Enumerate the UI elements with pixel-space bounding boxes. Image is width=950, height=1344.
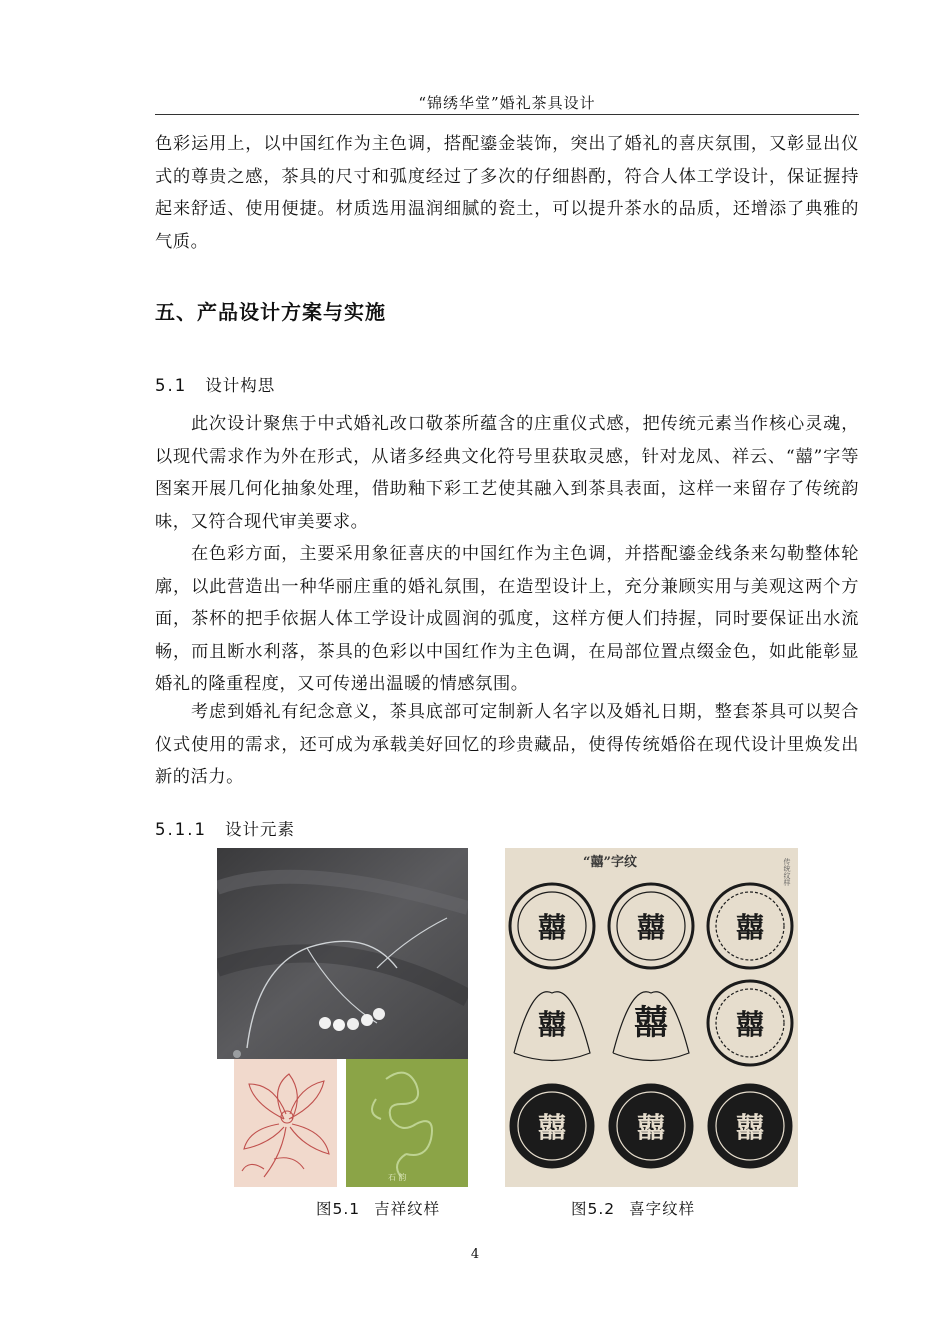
subsection-title: 设计构思 (205, 376, 276, 395)
figure-number: 图5.2 (571, 1200, 616, 1218)
subsubsection-number: 5.1.1 (155, 820, 207, 839)
page-number: 4 (470, 1247, 480, 1262)
figure-number: 图5.1 (316, 1200, 361, 1218)
figure-title: 喜字纹样 (629, 1200, 696, 1218)
double-happiness-glyph: 囍 (735, 911, 765, 944)
double-happiness-glyph: 囍 (636, 1111, 666, 1144)
double-happiness-glyph: 囍 (636, 911, 666, 944)
pattern-heading: “囍”字纹 (583, 855, 637, 870)
double-happiness-glyph: 囍 (735, 1111, 765, 1144)
green-cloud-pattern (346, 1059, 468, 1187)
double-happiness-glyph: 囍 (537, 911, 567, 944)
double-happiness-pattern-chart (505, 848, 798, 1187)
double-happiness-glyph: 囍 (537, 1111, 567, 1144)
double-happiness-medallion (510, 1084, 594, 1168)
figure-caption-5-1 (316, 1197, 440, 1219)
body-paragraph: 在色彩方面，主要采用象征喜庆的中国红作为主色调，并搭配鎏金线条来勾勒整体轮廓，以此营造出一种华丽庄重的婚礼氛围，在造型设计上，充分兼顾实用与美观这两个方面，茶杯的把手依据人体工学设计成圆润的弧度，这样方便人们持握，同时要保证出水流畅，而且断水利落，茶具的色彩以中国红作为主色调，在局部位置点缀金色，如此能彰显婚礼的隆重程度，又可传递出温暖的情感氛围。 (155, 544, 859, 694)
subsubsection-title: 设计元素 (224, 820, 295, 839)
figure-caption-5-2 (571, 1197, 695, 1219)
double-happiness-glyph: 囍 (735, 1008, 765, 1041)
body-paragraph: 此次设计聚焦于中式婚礼改口敬茶所蕴含的庄重仪式感，把传统元素当作核心灵魂，以现代需求作为外在形式，从诸多经典文化符号里获取灵感，针对龙凤、祥云、“囍”字等图案开展几何化抽象处理，借助釉下彩工艺使其融入到茶具表面，这样一来留存了传统韵味，又符合现代审美要求。 (155, 414, 859, 532)
double-happiness-glyph: 囍 (537, 1008, 567, 1041)
necklace-photo (217, 848, 468, 1059)
double-happiness-medallion (708, 1084, 792, 1168)
double-happiness-glyph: 囍 (634, 1003, 668, 1043)
figure-title: 吉祥纹样 (374, 1200, 441, 1218)
pattern-side-note: 传统纹样 (783, 858, 791, 886)
running-header: “锦绣华堂”婚礼茶具设计 (418, 94, 596, 112)
section-heading: 五、产品设计方案与实施 (155, 300, 386, 324)
subsection-heading (155, 372, 275, 396)
header-rule (155, 114, 859, 115)
intro-paragraph: 色彩运用上，以中国红作为主色调，搭配鎏金装饰，突出了婚礼的喜庆氛围，又彰显出仪式的尊贵之感，茶具的尺寸和弧度经过了多次的仔细斟酌，符合人体工学设计，保证握持起来舒适、使用便捷。材质选用温润细腻的瓷土，可以提升茶水的品质，还增添了典雅的气质。 (155, 134, 859, 252)
body-paragraph: 考虑到婚礼有纪念意义，茶具底部可定制新人名字以及婚礼日期，整套茶具可以契合仪式使用的需求，还可成为承载美好回忆的珍贵藏品，使得传统婚俗在现代设计里焕发出新的活力。 (155, 702, 859, 787)
subsubsection-heading (155, 816, 295, 840)
peony-sketch (234, 1059, 337, 1187)
double-happiness-medallion (609, 1084, 693, 1168)
subsection-number: 5.1 (155, 376, 188, 395)
green-panel-text: 石 韵 (388, 1173, 407, 1182)
